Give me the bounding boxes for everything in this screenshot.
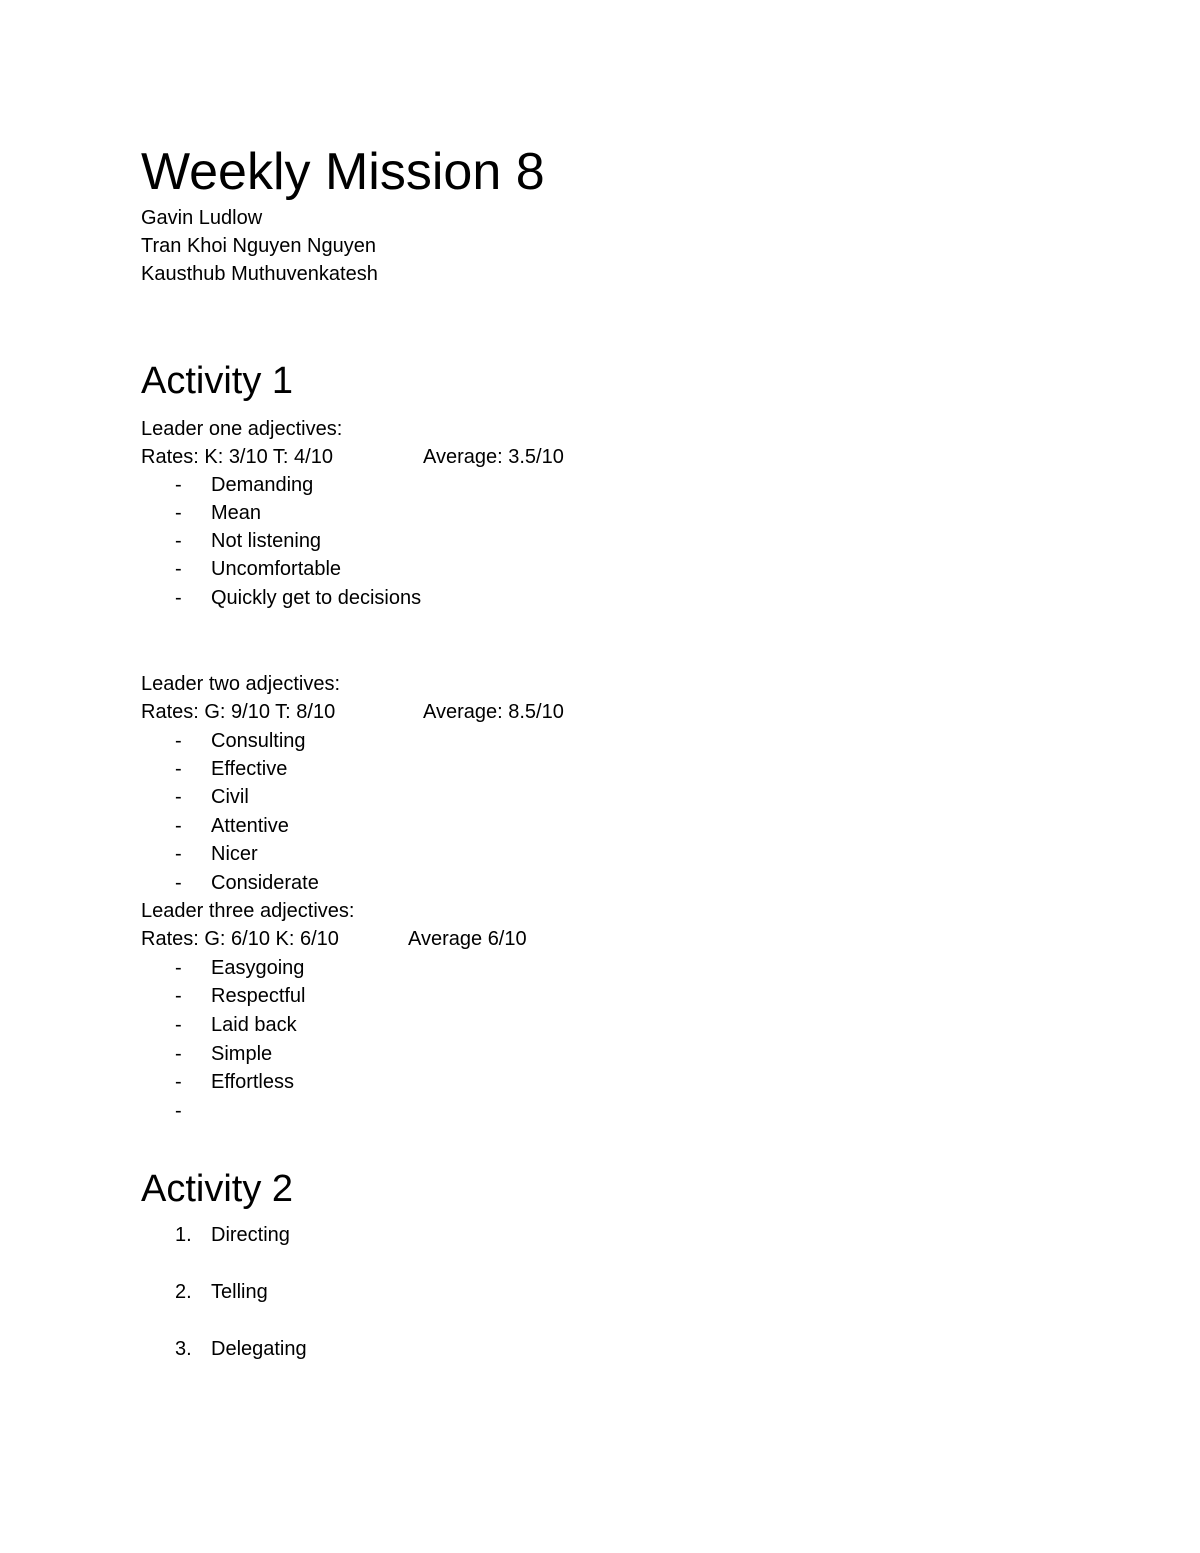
list-item: Nicer: [211, 843, 258, 865]
leader-three-label: Leader three adjectives:: [141, 900, 355, 922]
list-item: Not listening: [211, 530, 322, 552]
list-item: Attentive: [211, 815, 289, 837]
list-item: Directing: [211, 1224, 290, 1246]
list-item: Considerate: [211, 872, 319, 894]
list-bullet: -: [175, 815, 182, 837]
leader-two-label: Leader two adjectives:: [141, 673, 341, 695]
list-bullet: -: [175, 474, 182, 496]
list-bullet: -: [175, 1043, 182, 1065]
list-bullet: -: [175, 985, 182, 1007]
list-item: Mean: [211, 502, 262, 524]
list-item: Simple: [211, 1043, 273, 1065]
leader-three-average: Average 6/10: [408, 928, 527, 950]
leader-three-rates: Rates: G: 6/10 K: 6/10: [141, 928, 339, 950]
list-item: Civil: [211, 786, 249, 808]
leader-two-average: Average: 8.5/10: [423, 701, 564, 723]
activity-1-heading: Activity 1: [141, 360, 294, 402]
leader-one-average: Average: 3.5/10: [423, 446, 564, 468]
list-bullet: -: [175, 502, 182, 524]
list-item: Respectful: [211, 985, 306, 1007]
list-bullet: -: [175, 843, 182, 865]
leader-three-rates-row: [141, 925, 741, 953]
author-name: Gavin Ludlow: [141, 207, 263, 229]
list-bullet: -: [175, 530, 182, 552]
list-bullet: -: [175, 1100, 182, 1122]
list-item: Telling: [211, 1281, 268, 1303]
list-bullet: -: [175, 1014, 182, 1036]
leader-two-rates: Rates: G: 9/10 T: 8/10: [141, 701, 336, 723]
list-item: Easygoing: [211, 957, 305, 979]
list-bullet: -: [175, 872, 182, 894]
list-bullet: -: [175, 786, 182, 808]
list-item: Quickly get to decisions: [211, 587, 422, 609]
author-name: Kausthub Muthuvenkatesh: [141, 263, 378, 285]
list-item: Effective: [211, 758, 288, 780]
list-item: Consulting: [211, 730, 306, 752]
list-item: Effortless: [211, 1071, 294, 1093]
list-bullet: -: [175, 1071, 182, 1093]
leader-one-rates: Rates: K: 3/10 T: 4/10: [141, 446, 333, 468]
leader-one-label: Leader one adjectives:: [141, 418, 343, 440]
list-item: Uncomfortable: [211, 558, 342, 580]
leader-one-rates-row: [141, 443, 741, 471]
activity-2-heading: Activity 2: [141, 1168, 294, 1210]
list-bullet: -: [175, 730, 182, 752]
list-item: Delegating: [211, 1338, 307, 1360]
list-bullet: -: [175, 758, 182, 780]
list-number: 3.: [175, 1338, 192, 1360]
list-number: 2.: [175, 1281, 192, 1303]
document-title: Weekly Mission 8: [141, 143, 545, 201]
list-item: Demanding: [211, 474, 314, 496]
list-bullet: -: [175, 558, 182, 580]
list-item: Laid back: [211, 1014, 297, 1036]
list-bullet: -: [175, 587, 182, 609]
leader-two-rates-row: [141, 698, 741, 726]
author-name: Tran Khoi Nguyen Nguyen: [141, 235, 376, 257]
list-bullet: -: [175, 957, 182, 979]
list-number: 1.: [175, 1224, 192, 1246]
